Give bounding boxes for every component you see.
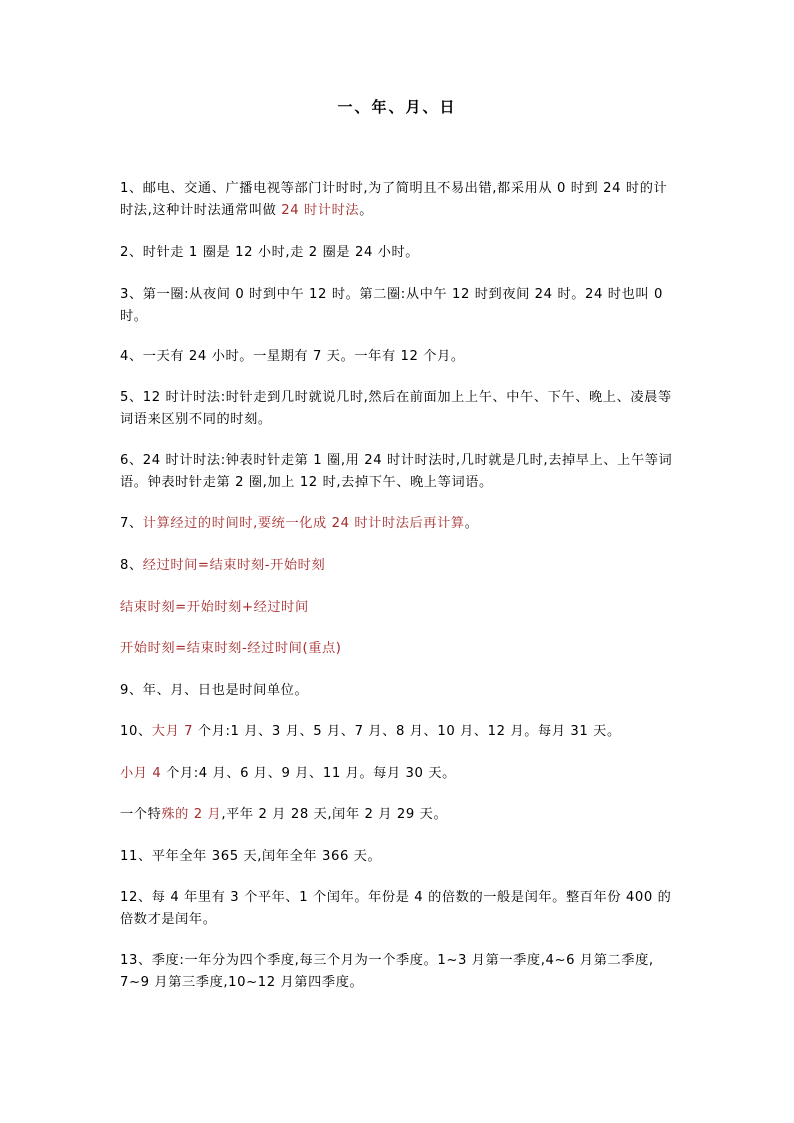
paragraph-text: 8、 (120, 558, 143, 573)
paragraph (120, 804, 676, 826)
paragraph (120, 555, 676, 577)
paragraph (120, 513, 676, 535)
paragraph-text: 13、季度:一年分为四个季度,每三个月为一个季度。1~3 月第一季度,4~6 月第二季度, 7~9 月第三季度,10~12 月第四季度。 (120, 953, 654, 990)
highlight-text: 24 时计时法 (281, 203, 360, 218)
page-title: 一、年、月、日 (337, 98, 457, 116)
paragraph-text: 5、12 时计时法:时针走到几时就说几时,然后在前面加上上午、中午、下午、晚上、凌晨等词语来区别不同的时刻。 (120, 390, 672, 427)
formula-text: 开始时刻=结束时刻-经过时间(重点) (120, 641, 342, 656)
highlight-text: 小月 4 (120, 766, 162, 781)
paragraph-text: 9、年、月、日也是时间单位。 (120, 683, 309, 698)
paragraph-text: 4、一天有 24 小时。一星期有 7 天。一年有 12 个月。 (120, 349, 465, 364)
paragraph (120, 346, 676, 368)
paragraph (120, 721, 676, 743)
formula-text: 经过时间=结束时刻-开始时刻 (142, 558, 326, 573)
paragraph (120, 887, 676, 931)
paragraph (120, 846, 676, 868)
paragraph (120, 178, 676, 222)
paragraph-text: 3、第一圈:从夜间 0 时到中午 12 时。第二圈:从中午 12 时到夜间 24 时。24 时也叫 0 时。 (120, 287, 663, 324)
paragraph-text: 12、每 4 年里有 3 个平年、1 个闰年。年份是 4 的倍数的一般是闰年。整百年份 400 的倍数才是闰年。 (120, 890, 672, 927)
paragraph (120, 597, 676, 619)
paragraph (120, 638, 676, 660)
paragraph (120, 450, 676, 494)
paragraph-text: 一个特 (120, 807, 162, 822)
paragraph (120, 950, 676, 994)
paragraph (120, 242, 676, 264)
paragraph (120, 763, 676, 785)
paragraph-text: 。 (359, 203, 373, 218)
paragraph-text: 11、平年全年 365 天,闰年全年 366 天。 (120, 849, 382, 864)
paragraph-text: 10、 (120, 724, 152, 739)
highlight-text: 大月 7 (151, 724, 194, 739)
paragraph-text: 。 (464, 516, 479, 531)
formula-text: 结束时刻=开始时刻+经过时间 (120, 600, 309, 615)
paragraph-text: 个月:1 月、3 月、5 月、7 月、8 月、10 月、12 月。每月 31 天。 (193, 724, 621, 739)
paragraph (120, 680, 676, 702)
paragraph-text: 个月:4 月、6 月、9 月、11 月。每月 30 天。 (161, 766, 456, 781)
highlight-text: 殊的 2 月 (161, 807, 222, 822)
paragraph-text: 6、24 时计时法:钟表时针走第 1 圈,用 24 时计时法时,几时就是几时,去掉早上、上午等词语。钟表时针走第 2 圈,加上 12 时,去掉下午、晚上等词语。 (120, 453, 673, 490)
paragraph (120, 387, 676, 431)
paragraph-text: 7、 (120, 516, 143, 531)
paragraph-text: ,平年 2 月 28 天,闰年 2 月 29 天。 (221, 807, 448, 822)
highlight-text: 计算经过的时间时,要统一化成 24 时计时法后再计算 (142, 516, 465, 531)
paragraph-text: 2、时针走 1 圈是 12 小时,走 2 圈是 24 小时。 (120, 245, 420, 260)
paragraph (120, 284, 676, 328)
paragraph-text: 1、邮电、交通、广播电视等部门计时时,为了简明且不易出错,都采用从 0 时到 24 时的计时法,这种计时法通常叫做 (120, 181, 668, 218)
